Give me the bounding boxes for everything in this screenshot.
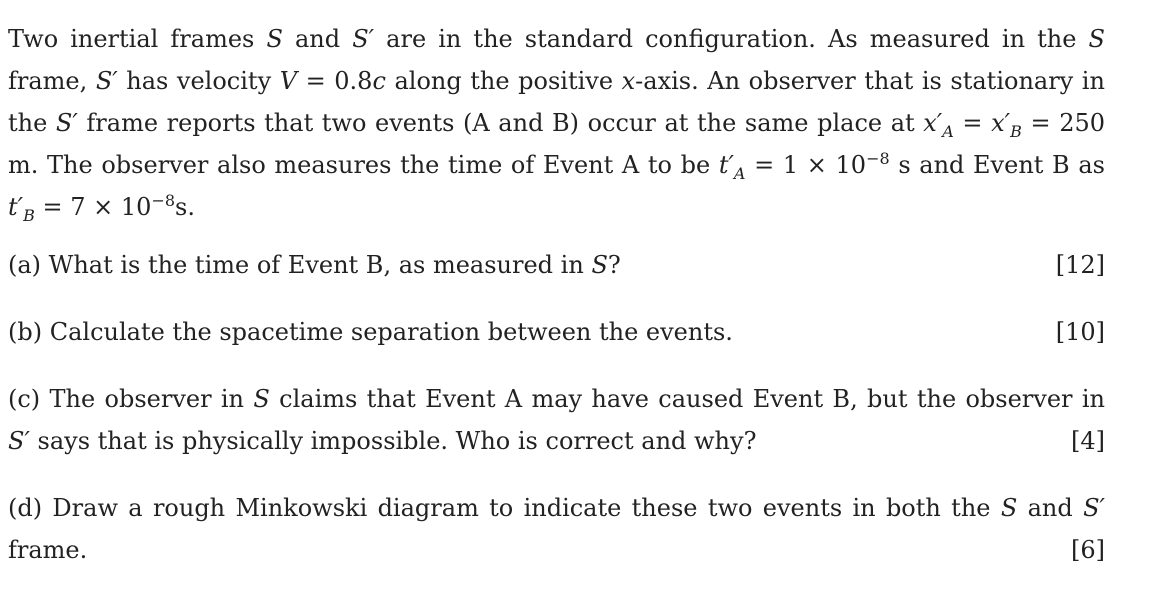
math-number: 250 m. xyxy=(8,109,1106,179)
math-symbol: S xyxy=(1088,25,1105,53)
math-symbol: S xyxy=(253,385,270,413)
math-symbol: x xyxy=(621,67,636,95)
math-subscript: B xyxy=(1010,121,1022,141)
equals-sign: = xyxy=(962,109,983,137)
question-text: frame. xyxy=(8,536,88,564)
math-symbol: c xyxy=(372,67,386,95)
text-span: s. xyxy=(175,193,195,221)
question-text: and xyxy=(1027,494,1073,522)
question-a xyxy=(8,244,1105,286)
text-span: -axis. An observer that is stationary in the xyxy=(8,67,1105,137)
question-text: (a) What is the time of Event B, as measured in xyxy=(8,251,584,279)
equals-sign: = xyxy=(1030,109,1051,137)
equals-sign: = xyxy=(42,193,63,221)
question-text: (c) The observer in xyxy=(8,385,245,413)
problem-statement xyxy=(8,18,1105,228)
question-text: ? xyxy=(607,251,621,279)
math-exponent: −8 xyxy=(866,149,890,168)
math-symbol: x′ xyxy=(923,109,943,137)
text-span: along the positive xyxy=(394,67,614,95)
math-symbol: S xyxy=(266,25,283,53)
question-text: claims that Event A may have caused Event B, but the observer in xyxy=(279,385,1105,413)
text-span: frame, xyxy=(8,67,88,95)
marks-label: [6] xyxy=(1071,536,1105,564)
text-span: are in the standard configuration. As measured in the xyxy=(386,25,1077,53)
math-number: 7 × 10 xyxy=(70,193,152,221)
math-symbol: t′ xyxy=(718,151,734,179)
text-span: The observer also measures the time of Event A to be xyxy=(47,151,711,179)
question-b xyxy=(8,311,1105,353)
marks-label: [10] xyxy=(1055,318,1105,346)
math-symbol: S xyxy=(591,251,608,279)
text-span: and xyxy=(294,25,341,53)
math-number: 1 × 10 xyxy=(782,151,867,179)
text-span: frame reports that two events (A and B) occur at the same place at xyxy=(86,109,915,137)
marks-label: [12] xyxy=(1055,251,1105,279)
math-symbol: t′ xyxy=(8,193,24,221)
question-text: (b) Calculate the spacetime separation between the events. xyxy=(8,318,733,346)
math-symbol: S′ xyxy=(1083,494,1105,522)
math-exponent: −8 xyxy=(151,191,176,210)
math-subscript: B xyxy=(23,205,35,225)
equals-sign: = xyxy=(305,67,326,95)
question-text: says that is physically impossible. Who is correct and why? xyxy=(37,427,757,455)
document-page xyxy=(8,18,1105,596)
math-symbol: S′ xyxy=(95,67,118,95)
question-c xyxy=(8,378,1105,462)
text-span: Two inertial frames xyxy=(8,25,255,53)
marks-label: [4] xyxy=(1071,427,1105,455)
question-d xyxy=(8,487,1105,571)
math-subscript: A xyxy=(733,163,746,183)
text-span: s and Event B as xyxy=(898,151,1105,179)
math-symbol: S′ xyxy=(8,427,30,455)
text-span: has velocity xyxy=(126,67,272,95)
question-text: (d) Draw a rough Minkowski diagram to indicate these two events in both the xyxy=(8,494,991,522)
math-symbol: V xyxy=(279,67,298,95)
math-symbol: S′ xyxy=(55,109,78,137)
equals-sign: = xyxy=(754,151,775,179)
math-symbol: x′ xyxy=(991,109,1011,137)
math-subscript: A xyxy=(942,121,954,141)
math-symbol: S′ xyxy=(352,25,375,53)
math-number: 0.8 xyxy=(334,67,373,95)
math-symbol: S xyxy=(1000,494,1018,522)
